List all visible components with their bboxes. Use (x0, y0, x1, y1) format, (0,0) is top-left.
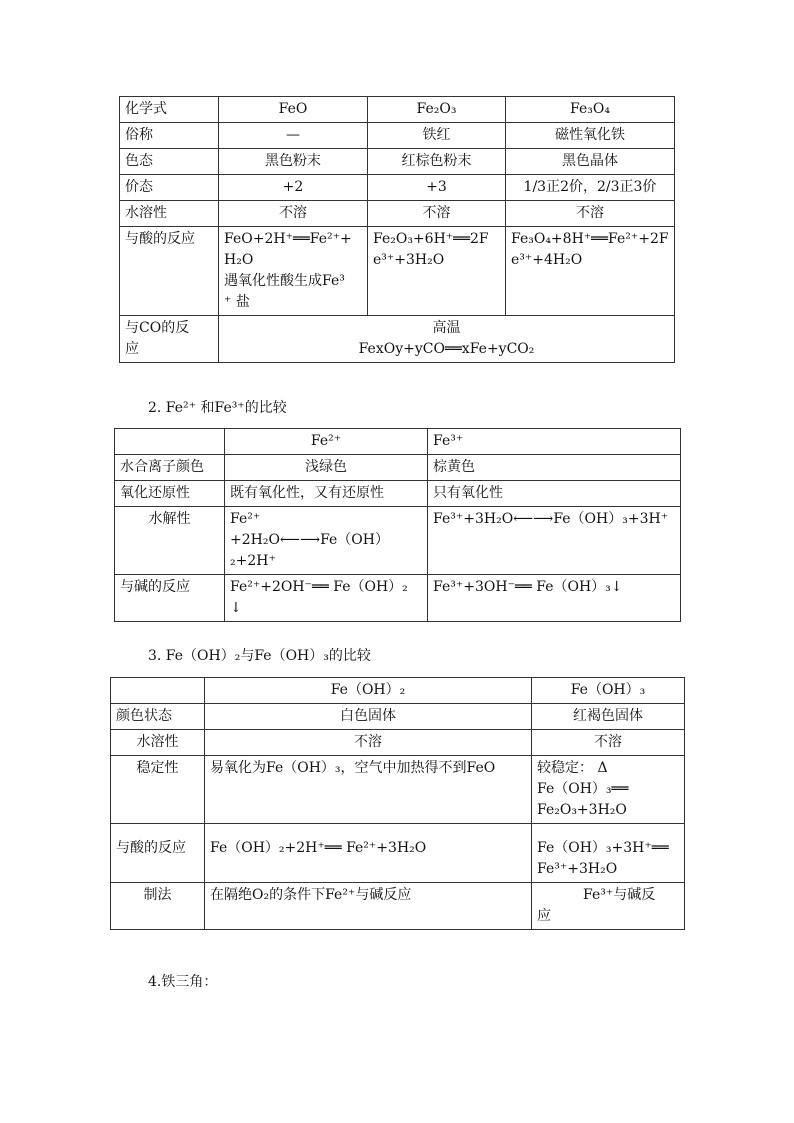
row-label: 与碱的反应 (115, 575, 225, 622)
row-label: 价态 (120, 175, 219, 201)
cell-fe3: 只有氧化性 (428, 481, 681, 507)
note-line: ⁺ 盐 (224, 294, 250, 310)
cell-fe-oh-2: 白色固体 (205, 704, 532, 730)
cell-fe3o4: 1/3正2价，2/3正3价 (506, 175, 675, 201)
row-label: 水溶性 (120, 201, 219, 227)
table-row (111, 704, 685, 730)
cell-fe2 (225, 507, 428, 575)
table-header-row (111, 678, 685, 704)
equation-line: Fe₃O₄+8H⁺══Fe²⁺+2F (511, 231, 669, 247)
table-row (120, 97, 675, 123)
note-line: 应 (537, 908, 551, 924)
equation-line: Fe₂O₃+3H₂O (537, 802, 627, 818)
row-label: 稳定性 (111, 756, 205, 824)
section-heading-4: 4.铁三角： (148, 974, 218, 990)
header-fe3: Fe³⁺ (428, 429, 681, 455)
row-label: 水溶性 (111, 730, 205, 756)
cell-fe-oh-2: 在隔绝O₂的条件下Fe²⁺与碱反应 (205, 883, 532, 930)
table-row (120, 149, 675, 175)
table-row (115, 455, 681, 481)
note-line: 遇氧化性酸生成Fe³ (224, 273, 345, 289)
note-line: 较稳定： Δ (537, 760, 608, 776)
row-label: 化学式 (120, 97, 219, 123)
cell-fe3o4: Fe₃O₄ (506, 97, 675, 123)
cell-fe2o3: 红棕色粉末 (368, 149, 506, 175)
equation-line: e³⁺+3H₂O (373, 252, 445, 268)
table-row (111, 756, 685, 824)
row-label: 与酸的反应 (111, 824, 205, 883)
table-row (115, 575, 681, 622)
cell-fe3o4 (506, 227, 675, 316)
equation-line: Fe（OH）₃+3H⁺══ (537, 840, 669, 856)
cell-fe2: 浅绿色 (225, 455, 428, 481)
row-label: 色态 (120, 149, 219, 175)
table-row (120, 201, 675, 227)
hydroxide-comparison-table (110, 677, 685, 930)
reaction-equation: FexOy+yCO══xFe+yCO₂ (358, 341, 535, 357)
header-fe2: Fe²⁺ (225, 429, 428, 455)
equation-line: +2H₂O⟵⟶Fe（OH）₂+2H⁺ (230, 532, 389, 569)
header-fe-oh-3: Fe（OH）₃ (532, 678, 685, 704)
cell-fe3: Fe³⁺+3OH⁻══ Fe（OH）₃↓ (428, 575, 681, 622)
co-reaction-cell (219, 316, 675, 363)
cell-fe-oh-3 (532, 883, 685, 930)
cell-feo: 黑色粉末 (219, 149, 368, 175)
equation-line: H₂O (224, 252, 254, 268)
cell-fe2o3 (368, 227, 506, 316)
ion-comparison-table (114, 428, 681, 622)
header-empty (111, 678, 205, 704)
cell-fe-oh-2: Fe（OH）₂+2H⁺══ Fe²⁺+3H₂O (205, 824, 532, 883)
cell-feo: 不溶 (219, 201, 368, 227)
header-fe-oh-2: Fe（OH）₂ (205, 678, 532, 704)
cell-fe2o3: 铁红 (368, 123, 506, 149)
cell-fe-oh-3 (532, 756, 685, 824)
table-row (120, 175, 675, 201)
cell-feo: FeO (219, 97, 368, 123)
cell-fe2o3: +3 (368, 175, 506, 201)
row-label (120, 316, 219, 363)
table-row (115, 507, 681, 575)
cell-fe3: 棕黄色 (428, 455, 681, 481)
equation-line: FeO+2H⁺══Fe²⁺+ (224, 231, 352, 247)
row-label: 水解性 (115, 507, 225, 575)
table-row (111, 883, 685, 930)
iron-oxides-table (119, 96, 675, 363)
cell-fe3: Fe³⁺+3H₂O⟵⟶Fe（OH）₃+3H⁺ (428, 507, 681, 575)
row-label: 水合离子颜色 (115, 455, 225, 481)
cell-fe2: 既有氧化性，又有还原性 (225, 481, 428, 507)
cell-fe2 (225, 575, 428, 622)
note-line: Fe³⁺与碱反 (583, 887, 656, 903)
row-label: 与酸的反应 (120, 227, 219, 316)
cell-fe-oh-3 (532, 824, 685, 883)
header-empty (115, 429, 225, 455)
table-header-row (115, 429, 681, 455)
equation-line: e³⁺+4H₂O (511, 252, 583, 268)
cell-feo: — (219, 123, 368, 149)
cell-fe3o4: 不溶 (506, 201, 675, 227)
table-row (120, 316, 675, 363)
table-row (111, 730, 685, 756)
table-row (115, 481, 681, 507)
equation-line: Fe（OH）₃══ (537, 781, 629, 797)
reaction-condition: 高温 (432, 320, 461, 336)
equation-line: Fe²⁺+2OH⁻══ Fe（OH）₂ (230, 579, 408, 595)
table-row (120, 227, 675, 316)
row-label: 制法 (111, 883, 205, 930)
cell-fe-oh-2: 易氧化为Fe（OH）₃，空气中加热得不到FeO (205, 756, 532, 824)
cell-fe-oh-3: 红褐色固体 (532, 704, 685, 730)
section-heading-2: 2. Fe²⁺ 和Fe³⁺的比较 (148, 400, 287, 416)
row-label: 俗称 (120, 123, 219, 149)
table-row (111, 824, 685, 883)
cell-feo (219, 227, 368, 316)
label-line: 应 (125, 341, 139, 357)
table-row (120, 123, 675, 149)
label-line: 与CO的反 (125, 320, 190, 336)
cell-fe-oh-3: 不溶 (532, 730, 685, 756)
cell-fe3o4: 磁性氧化铁 (506, 123, 675, 149)
cell-fe3o4: 黑色晶体 (506, 149, 675, 175)
equation-line: Fe²⁺ (230, 511, 261, 527)
equation-line: Fe³⁺+3H₂O (537, 861, 618, 877)
section-heading-3: 3. Fe（OH）₂与Fe（OH）₃的比较 (148, 648, 371, 664)
cell-feo: +2 (219, 175, 368, 201)
cell-fe2o3: Fe₂O₃ (368, 97, 506, 123)
equation-line: Fe₂O₃+6H⁺══2F (373, 231, 489, 247)
row-label: 颜色状态 (111, 704, 205, 730)
cell-fe2o3: 不溶 (368, 201, 506, 227)
row-label: 氧化还原性 (115, 481, 225, 507)
equation-line: ↓ (230, 600, 242, 616)
cell-fe-oh-2: 不溶 (205, 730, 532, 756)
